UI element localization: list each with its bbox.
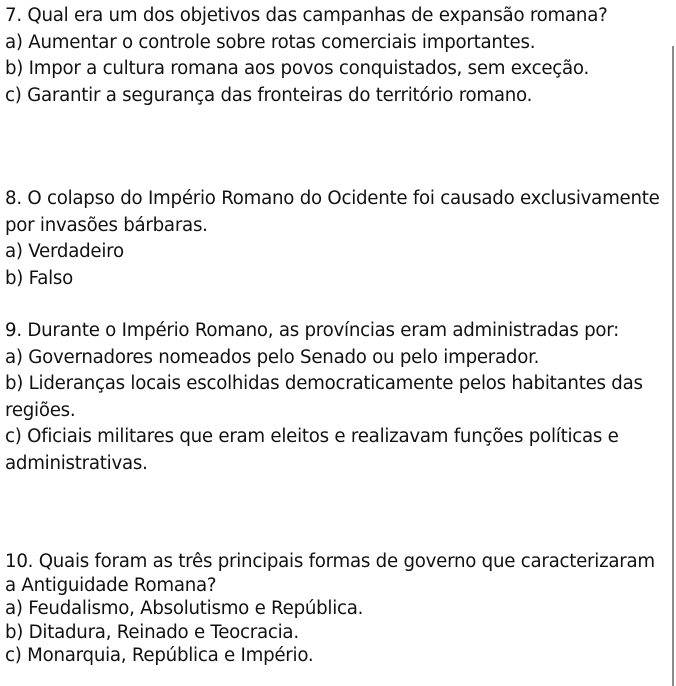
- question-9-option-c: c) Oficiais militares que eram eleitos e realizavam funções políticas e administrativas.: [5, 426, 619, 474]
- question-7-option-c: c) Garantir a segurança das fronteiras do território romano.: [5, 84, 533, 106]
- question-7-option-b: b) Impor a cultura romana aos povos conquistados, sem exceção.: [5, 58, 590, 79]
- question-10-stem: 10. Quais foram as três principais formas de governo que caracterizaram a Antiguidade Romana?: [5, 551, 655, 596]
- question-7: [5, 3, 667, 109]
- question-7-stem: 7. Qual era um dos objetivos das campanhas de expansão romana?: [5, 5, 608, 26]
- question-10-option-c: c) Monarquia, República e Império.: [5, 645, 314, 666]
- question-9-stem: 9. Durante o Império Romano, as províncias eram administradas por:: [5, 320, 620, 341]
- question-10-option-a: a) Feudalismo, Absolutismo e República.: [5, 598, 364, 619]
- question-9-option-b: b) Lideranças locais escolhidas democraticamente pelos habitantes das regiões.: [5, 373, 643, 421]
- question-8-option-a: a) Verdadeiro: [5, 241, 124, 262]
- question-9: [5, 318, 667, 477]
- question-8-stem: 8. O colapso do Império Romano do Ocidente foi causado exclusivamente por invasões bárbaras.: [5, 188, 660, 236]
- question-7-option-a: a) Aumentar o controle sobre rotas comerciais importantes.: [5, 31, 536, 53]
- question-8-option-b: b) Falso: [5, 267, 74, 289]
- question-8: [5, 186, 667, 292]
- question-10-option-b: b) Ditadura, Reinado e Teocracia.: [5, 621, 299, 643]
- page-edge-divider: [672, 46, 674, 686]
- question-10: [5, 550, 667, 668]
- question-9-option-a: a) Governadores nomeados pelo Senado ou pelo imperador.: [5, 346, 540, 368]
